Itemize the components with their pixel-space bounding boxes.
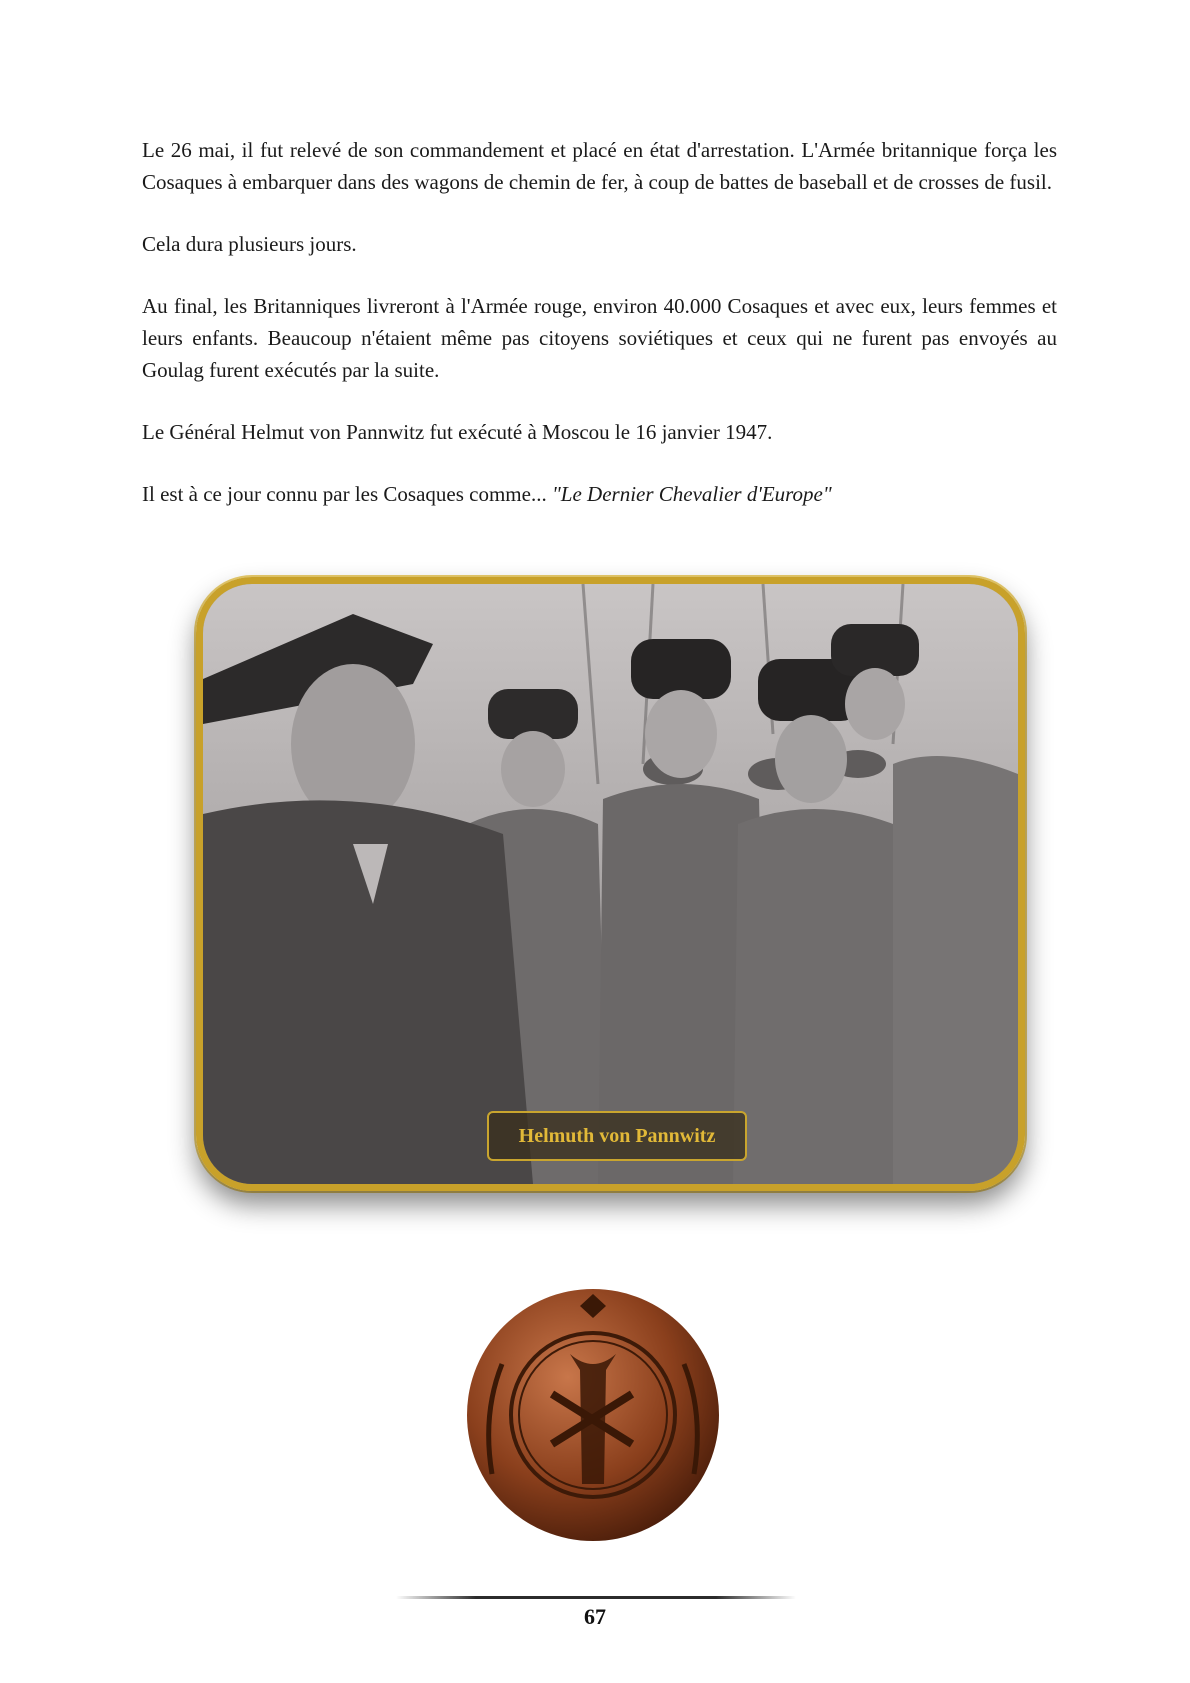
footer-divider: [396, 1596, 796, 1599]
body-text: [142, 134, 1057, 540]
paragraph-arrest: Le 26 mai, il fut relevé de son commandement et placé en état d'arrestation. L'Armée britannique força les Cosaques à embarquer dans des wagons de chemin de fer, à coup de battes de baseball et de crosses de fusil.: [142, 138, 1057, 194]
page-number: 67: [584, 1604, 606, 1629]
photo-caption: Helmuth von Pannwitz: [487, 1111, 747, 1161]
paragraph-duration: Cela dura plusieurs jours.: [142, 232, 357, 256]
emblem-seal: [462, 1284, 724, 1546]
historical-photo: [196, 577, 1025, 1191]
photo-illustration: [203, 584, 1018, 1184]
closing-quote: "Le Dernier Chevalier d'Europe": [551, 482, 832, 506]
closing-lead: Il est à ce jour connu par les Cosaques comme...: [142, 482, 552, 506]
paragraph-handover: Au final, les Britanniques livreront à l'Armée rouge, environ 40.000 Cosaques et avec eux, leurs femmes et leurs enfants. Beaucoup n'étaient même pas citoyens soviétiques et ceux qui ne furent pas envoyés au Goulag furent exécutés par la suite.: [142, 294, 1057, 382]
paragraph-closing: [142, 478, 1057, 510]
paragraph-execution: Le Général Helmut von Pannwitz fut exécuté à Moscou le 16 janvier 1947.: [142, 420, 773, 444]
